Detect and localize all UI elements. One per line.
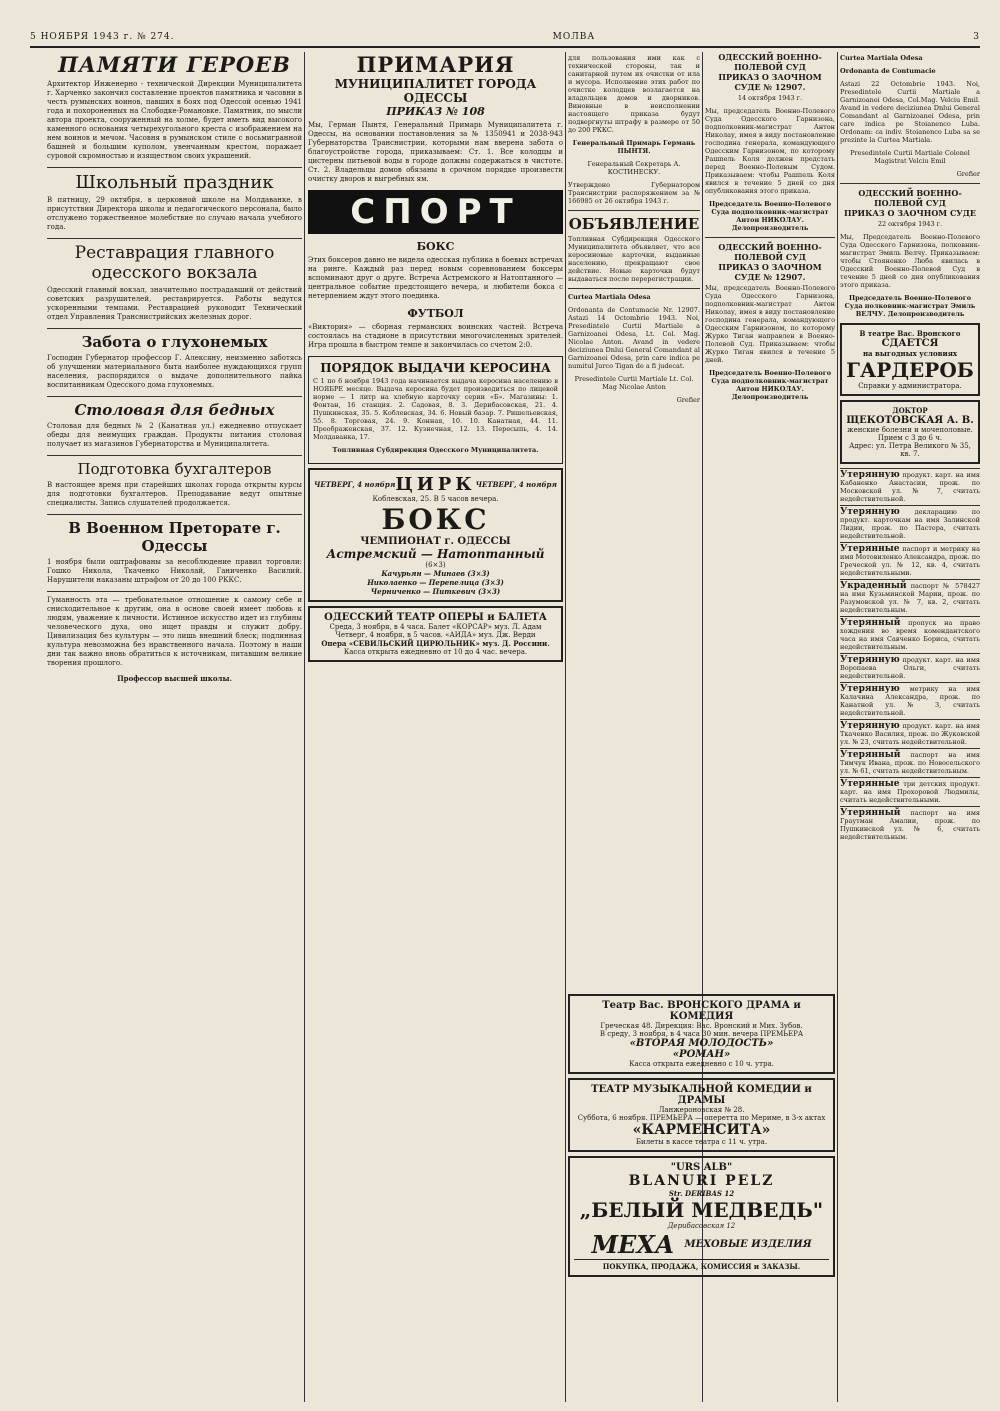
classified-item <box>840 579 980 616</box>
court-body: Мы, Председатель Военно-Полевого Суда Одесского Гарнизона, полковник-магистрат Эмиль Велчу. Приказываем: чтобы Стояненко Люба явилась в Одесский Военно-Полевой Суд в течение 5 дней со дня опубликования этого приказа. <box>840 233 980 289</box>
opera-line: Четверг, 4 ноября, в 5 часов. «АИДА» муз. Дж. Верди <box>335 631 536 639</box>
furs-brand-2: BLANURI PELZ <box>628 1173 775 1189</box>
sport-heading: ФУТБОЛ <box>407 307 464 320</box>
sport-banner: СПОРТ <box>308 190 563 234</box>
circus-ad <box>308 468 563 602</box>
furs-word-2: МЕХОВЫЕ ИЗДЕЛИЯ <box>684 1239 812 1250</box>
article-title: Столовая для бедных <box>74 401 275 419</box>
theater-play: «РОМАН» <box>672 1049 731 1060</box>
classified-item <box>840 806 980 843</box>
notice-body: Топливная Субдирекция Одесского Муниципалитета объявляет, что все керосиновые карточки, выданные населению, прекращают свое действие. Новые карточки будут выдаваться после перерегистрации. <box>568 235 700 283</box>
classified-text: паспорт и метрику на имя Мотовиленко Александра, прож. по Греческой ул. № 12, кв. 4, считать недействительными. <box>840 545 980 577</box>
divider <box>47 328 302 329</box>
classified-text: паспорт на имя Граутман Амалии, прож. по Пушкинской ул. № 6, считать недействительным. <box>840 809 980 841</box>
curtea-sign: Presedintele Curtii Martiale Colonel Magistrat Velciu Emil <box>850 149 970 165</box>
fight-pair: Качурьян — Минаев (3×3) <box>381 569 490 578</box>
bottom-ads <box>568 990 835 1281</box>
section-subtitle: МУНИЦИПАЛИТЕТ ГОРОДА ОДЕССЫ <box>334 77 537 105</box>
theater-play: «ВТОРАЯ МОЛОДОСТЬ» <box>629 1038 774 1049</box>
wardrobe-line: В театре Вас. Вронского <box>859 329 961 338</box>
fight-pair: Черниченко — Питкевич (3×3) <box>370 587 501 596</box>
classified-keyword: Украденный <box>840 581 907 591</box>
court-date: 22 октября 1943 г. <box>877 220 943 228</box>
court-sign: Председатель Военно-Полевого Суда подполковник-магистрат Антон НИКОЛАУ. Делопроизводитель <box>708 200 832 232</box>
newspaper-title: МОЛВА <box>552 32 596 42</box>
wardrobe-line: на выгодных условиях <box>862 349 958 358</box>
classified-item <box>840 682 980 719</box>
court-sign: Председатель Военно-Полевого Суда подполковник-магистрат Антон НИКОЛАУ. Делопроизводитель <box>708 369 832 401</box>
curtea-title: Curtea Martiala Odesa <box>568 293 651 301</box>
doctor-ad <box>840 400 980 464</box>
curtea-body: Astazi 22 Octombrie 1943. Noi, Presedintele Curtii Martiale a Garnizoanei Odesa, Col.Mag. Velciu Emil. Avand in vedere deciziunea Dnlui General Comandant al Garnizoanei Odesa, prin care indica pe Stoianenco Luba. Ordonam: ca indiv. Stoianenco Luba sa se prezinte la Curtea Martiala. <box>840 80 980 144</box>
furs-footer: ПОКУПКА, ПРОДАЖА, КОМИССИЯ и ЗАКАЗЫ. <box>574 1259 829 1271</box>
sport-heading: БОКС <box>416 240 455 253</box>
classified-item <box>840 748 980 777</box>
court-title: ОДЕССКИЙ ВОЕННО-ПОЛЕВОЙ СУД <box>718 52 822 72</box>
notice-title: ОБЪЯВЛЕНИЕ <box>568 215 700 233</box>
court-date: 14 октября 1943 г. <box>737 94 803 102</box>
order-body: Мы, Герман Пынтя, Генеральный Примарь Муниципалитета г. Одессы, на основании постановления за № 1350941 и 2038-943 Губернаторства Транснистрии, которыми нам вверена забота о благоустройстве города, приказываем: Ст. 1. Все колодцы и цистерны питьевой воды в городе должны содержаться в чистоте. Ст. 2. Владельцы домов обязаны в срочном порядке произвести очистку дворов и выгребных ям. <box>308 121 563 183</box>
curtea-sign: Presedintele Curtii Martiale Lt. Col. Mag Nicolae Anton <box>574 375 694 391</box>
order-number: ПРИКАЗ № 108 <box>386 105 485 118</box>
circus-day-left: ЧЕТВЕРГ, 4 ноября <box>314 480 396 489</box>
kerosene-notice <box>308 356 563 464</box>
classified-text: продукт. карт. на имя Воропаева Ольги, считать недействительной. <box>840 656 980 680</box>
fight-pair: Николаенко — Перепелица (3×3) <box>367 578 504 587</box>
curtea-title: Curtea Martiala Odesa <box>840 54 923 62</box>
boxing-title: БОКС <box>381 503 490 536</box>
classified-item <box>840 542 980 579</box>
theater-title: Театр Вас. ВРОНСКОГО ДРАМА и КОМЕДИЯ <box>602 1000 801 1022</box>
classified-text: три детских продукт. карт. на имя Прохоровой Людмилы, считать недействительными. <box>840 780 980 804</box>
theater-ad <box>568 994 835 1074</box>
divider <box>47 514 302 515</box>
divider <box>47 591 302 592</box>
court-order: ПРИКАЗ О ЗАОЧНОМ СУДЕ <box>843 208 977 218</box>
classified-item <box>840 653 980 682</box>
classified-text: паспорт № 578427 на имя Кузьминской Марии, прож. по Разумовской ул. № 7, кв. 2, считать недействительным. <box>840 582 980 614</box>
kerosene-title: ПОРЯДОК ВЫДАЧИ КЕРОСИНА <box>320 361 551 375</box>
divider <box>568 288 700 289</box>
article-title: Реставрация главного одесского вокзала <box>74 243 275 283</box>
court-sign: Председатель Военно-Полевого Суда полковник-магистрат Эмиль ВЕЛЧУ. Делопроизводитель <box>844 294 976 318</box>
classified-text: декларацию по продукт. карточкам на имя Залинской Лидии, прож. по Пастера, считать недействительной. <box>840 508 980 540</box>
court-title: ОДЕССКИЙ ВОЕННО-ПОЛЕВОЙ СУД <box>858 188 962 208</box>
classified-keyword: Утерянную <box>840 684 900 694</box>
classified-item <box>840 505 980 542</box>
theater-line: Суббота, 6 ноября. ПРЕМЬЕРА — оперетта по Мериме, в 3-х актах <box>577 1114 826 1122</box>
classified-text: продукт. карт. на имя Кабаненко Анастасии, прож. по Московской ул. № 7, считать недействительной. <box>840 471 980 503</box>
article-body: Господин Губернатор профессор Г. Алексяну, неизменно заботясь об улучшении материального быта наиболее нуждающихся групп населения, распорядился о выдаче дополнительного пайка воспитанникам Одесского дома глухонемых. <box>47 354 302 389</box>
issue-date: 5 НОЯБРЯ 1943 г. № 274. <box>30 32 175 42</box>
divider <box>47 167 302 168</box>
column-1 <box>47 52 302 689</box>
article-title: ПАМЯТИ ГЕРОЕВ <box>58 52 291 77</box>
article-title: Забота о глухонемых <box>81 333 268 351</box>
circus-address: Коблевская, 25. В 5 часов вечера. <box>372 495 499 503</box>
sport-body: Этих боксеров давно не видела одесская публика в боевых встречах на ринге. Каждый раз перед новым соревнованием боксеры вспоминают друг о друге. Встреча Астремского и Натоптанного — центральное событие предстоящего вечера, и любители бокса с нетерпением ждут этого поединка. <box>308 256 563 300</box>
classified-keyword: Утерянные <box>840 544 900 554</box>
divider <box>47 396 302 397</box>
article-body: Гуманность эта — требовательное отношение к самому себе и снисходительное к другим, она в основе своей имеет любовь к людям, уважение к личности. Истинное искусство идет из глубины человеческого духа, оно ищет правды и служит добру. Цивилизация без культуры — это лишь внешний блеск; подлинная культура невозможна без нравственного начала. Поэтому в наши дни так важно вновь обратиться к источникам, питавшим великие творения прошлого. <box>47 596 302 667</box>
divider <box>47 455 302 456</box>
furs-ad <box>568 1156 835 1277</box>
lost-documents-list <box>840 468 980 843</box>
court-order: ПРИКАЗ О ЗАОЧНОМ СУДЕ № 12907. <box>718 262 822 282</box>
wardrobe-ad <box>840 323 980 396</box>
opera-ad <box>308 606 563 662</box>
curtea-subtitle: Ordonanta de Contumacie <box>840 67 936 75</box>
article-title: В Военном Преторате г. Одессы <box>68 519 281 555</box>
wardrobe-note: Справки у администратора. <box>858 382 962 390</box>
opera-line: Среда, 3 ноября, в 4 часа. Балет «КОРСАР» муз. Л. Адам <box>329 623 542 631</box>
furs-title: „БЕЛЫЙ МЕДВЕДЬ" <box>579 1198 824 1222</box>
classified-text: паспорт на имя Тимчук Ивана, прож. по Новосельского ул. № 61, считать недействительным. <box>840 751 980 775</box>
classified-text: метрику на имя Калачина Александра, прож. по Канатной ул. № 3, считать недействительной. <box>840 685 980 717</box>
classified-item <box>840 468 980 505</box>
wardrobe-line: СДАЕТСЯ <box>881 338 939 349</box>
championship-title: ЧЕМПИОНАТ г. ОДЕССЫ <box>360 536 511 547</box>
article-body: Одесский главный вокзал, значительно пострадавший от действий советских разрушителей, реставрируется. Работы ведутся ускоренными темпами. Реставрацией руководит Технический отдел Управления Транснистрийских железных дорог. <box>47 286 302 321</box>
furs-brand: "URS ALB" <box>670 1162 733 1173</box>
page-number: 3 <box>973 32 980 42</box>
doctor-body: женские болезни и мочеполовые. Прием с 3 до 6 ч. <box>847 426 973 442</box>
order-secretary: Генеральный Секретарь А. КОСТИНЕСКУ. <box>587 160 681 176</box>
doctor-title: ДОКТОР <box>892 406 928 415</box>
theater-note: Билеты в кассе театра с 11 ч. утра. <box>635 1138 768 1146</box>
column-2 <box>308 52 563 666</box>
column-4 <box>705 52 835 406</box>
article-body: Столовая для бедных № 2 (Канатная ул.) ежедневно отпускает обеды для неимущих граждан. Продукты питания столовая получает из магазинов Губернаторства и Муниципалитета. <box>47 422 302 448</box>
article-signature: Профессор высшей школы. <box>117 674 232 683</box>
opera-note: Касса открыта ежедневно от 10 до 4 час. вечера. <box>343 648 528 656</box>
classified-keyword: Утерянный <box>840 808 901 818</box>
classified-keyword: Утерянный <box>840 750 901 760</box>
doctor-name: ЩЕКОТОВСКАЯ А. В. <box>846 415 974 426</box>
theater-note: Касса открыта ежедневно с 10 ч. утра. <box>629 1060 774 1068</box>
theater-address: Ланжероновская № 28. <box>658 1106 745 1114</box>
furs-street: Str. DERIBAS 12 <box>668 1189 735 1198</box>
curtea-body: Ordonanța de Contumacie Nr. 12907. Astazi 14 Octombrie 1943. Noi, Presedintele Curtii Martiale a Garnizoanei Odesa, Lt. Col. Mag. Nicolae Anton. Avand in vedere deciziunea Dnlui General Comandant al Garnizoanei Odesa, prin care indica pe numitul Jurco Tigan de a fi judecat. <box>568 306 700 370</box>
wardrobe-title: ГАРДЕРОБ <box>846 358 974 382</box>
classified-keyword: Утерянную <box>840 470 900 480</box>
opera-line: Опера «СЕВИЛЬСКИЙ ЦИРЮЛЬНИК» муз. Д. Россини. <box>321 639 550 648</box>
theater-address: Греческая 48. Дирекция: Вас. Вронский и Мих. Зубов. <box>600 1022 803 1030</box>
theater-title: ТЕАТР МУЗЫКАЛЬНОЙ КОМЕДИИ и ДРАМЫ <box>591 1084 812 1106</box>
kerosene-sign: Топливная Субдирекция Одесского Муниципалитета. <box>332 446 539 454</box>
court-title: ОДЕССКИЙ ВОЕННО-ПОЛЕВОЙ СУД <box>718 242 822 262</box>
order-signature: Генеральный Примарь Германь ПЫНТЯ. <box>572 139 696 155</box>
divider <box>568 210 700 211</box>
classified-keyword: Утерянную <box>840 507 900 517</box>
court-body: Мы, председатель Военно-Полевого Суда Одесского Гарнизона, подполковник-магистрат Антон Николау, имея в виду постановление господина генерала, командующего Одесским Гарнизоном, по которому Журко Тиган направлен в Военно-Полевой Суд. Приказываем: чтобы Журко Тиган явился в течение 5 дней. <box>705 284 835 364</box>
classified-item <box>840 719 980 748</box>
classified-text: продукт. карт. на имя Ткаченко Василия, прож. по Жуковской ул. № 23, считать недействительной. <box>840 722 980 746</box>
curtea-grefier: Grefier <box>956 170 980 178</box>
classified-item <box>840 777 980 806</box>
classified-keyword: Утерянный <box>840 618 901 628</box>
circus-title: ЦИРК <box>395 474 476 495</box>
article-body: В пятницу, 29 октября, в церковной школе на Молдаванке, в присутствии Директора школы и педагогического персонала, было отслужено торжественное молебствие по случаю начала учебного года. <box>47 196 302 231</box>
classified-keyword: Утерянную <box>840 721 900 731</box>
doctor-address: Адрес: ул. Петра Великого № 35, кв. 7. <box>849 442 971 458</box>
furs-address: Дерибасовская 12 <box>667 1222 736 1230</box>
sport-body: «Виктория» — сборная германских воинских частей. Встреча состоялась на стадионе в присутствии многочисленных зрителей. Игра прошла в быстром темпе и закончилась со счетом 2:0. <box>308 323 563 349</box>
article-body: Архитектор Инженерно - технической Дирекции Муниципалитета г. Харченко закончил составление проектов памятника и часовни в честь румынских воинов, павших в боях под Одессой осенью 1941 года и похороненных на Слободке-Романовке. Памятник, по мысли автора проекта, сооруженный на холме, будет иметь вид высокого каменного основания четырехугольного креста с изображением на нем воинов и мечом. Часовня в румынском стиле с восьмигранной башней и большим куполом, увенчанным крестом, поражает суровой скромностью и изяществом своих украшений. <box>47 80 302 160</box>
divider <box>47 238 302 239</box>
column-3 <box>568 52 700 409</box>
column-5 <box>840 52 980 843</box>
main-fight-rounds: (6×3) <box>425 561 446 569</box>
kerosene-body: С 1 по 6 ноября 1943 года начинается выдача керосина населению в НОЯБРЕ месяце. Выдача керосина будет производиться по лицевой норме — 1 литр на хлебную карточку серии «Б». Магазины: 1. Фонтан, 16 станция. 2. Садовая, 8. 3. Дерибасовская, 21. 4. Пушкинская, 35. 5. Коблевская, 34. 6. Новый базар. 7. Ришельевская, 55. 8. Торговая, 24. 9. Конная, 10. 10. Канатная, 44. 11. Преображенская, 37. 12. Кузнечная, 12. 13. Пересыпь, 4. 14. Молдаванка, 17. <box>313 377 558 441</box>
court-order: ПРИКАЗ О ЗАОЧНОМ СУДЕ № 12907. <box>718 72 822 92</box>
furs-word: МЕХА <box>591 1230 675 1259</box>
classified-text: пропуск на право хождения во время комендантского часа на имя Савченко Бориса, считать недействительным. <box>840 619 980 651</box>
masthead <box>30 28 980 48</box>
article-body: В настоящее время при старейших школах города открыты курсы для подготовки бухгалтеров. Преподавание ведут опытные специалисты. Запись слушателей продолжается. <box>47 481 302 507</box>
theater-line: В среду, 3 ноября, в 4 часа 30 мин. вечера ПРЕМЬЕРА <box>599 1030 804 1038</box>
classified-keyword: Утерянную <box>840 655 900 665</box>
article-title: Подготовка бухгалтеров <box>77 460 272 478</box>
article-body: 1 ноября были оштрафованы за несоблюдение правил торговли: Гошко Никола, Ткаченко Николай, Ганиченко Василий. Нарушители наказаны штрафом от 20 до 100 РККС. <box>47 558 302 584</box>
divider <box>840 183 980 184</box>
main-fight: Астремский — Натоптанный <box>326 547 545 561</box>
order-continuation: для пользования ими как с технической стороны, так и санитарной путем их очистки от ила и мусора. Исполнение этих работ по очистке колодцев возлагается на владельцев домов и дворников. Виновные в неисполнении настоящего приказа будут подвергнуты штрафу в размере от 50 до 200 РККС. <box>568 54 700 134</box>
opera-title: ОДЕССКИЙ ТЕАТР ОПЕРЫ и БАЛЕТА <box>324 612 547 623</box>
order-approval: Утверждено Губернатором Транснистрии распоряжением за № 166985 от 26 октября 1943 г. <box>568 181 700 205</box>
theater-ad <box>568 1078 835 1152</box>
classified-keyword: Утерянные <box>840 779 900 789</box>
circus-day-right: ЧЕТВЕРГ, 4 ноября <box>475 480 557 489</box>
section-title: ПРИМАРИЯ <box>356 52 515 77</box>
divider <box>705 237 835 238</box>
theater-play: «КАРМЕНСИТА» <box>632 1122 771 1138</box>
article-title: Школьный праздник <box>75 172 274 193</box>
court-body: Мы, председатель Военно-Полевого Суда Одесского Гарнизона, подполковник-магистрат Антон Николау, имея в виду постановление господина генерала, командующего Одесским Гарнизоном, по которому Рашпель Коля должен предстать перед Военно-Полевым Судом. Приказываем: чтобы Рашпель Коля явился в течение 5 дней со дня опубликования этого приказа. <box>705 107 835 195</box>
classified-item <box>840 616 980 653</box>
curtea-grefier: Grefier <box>676 396 700 404</box>
